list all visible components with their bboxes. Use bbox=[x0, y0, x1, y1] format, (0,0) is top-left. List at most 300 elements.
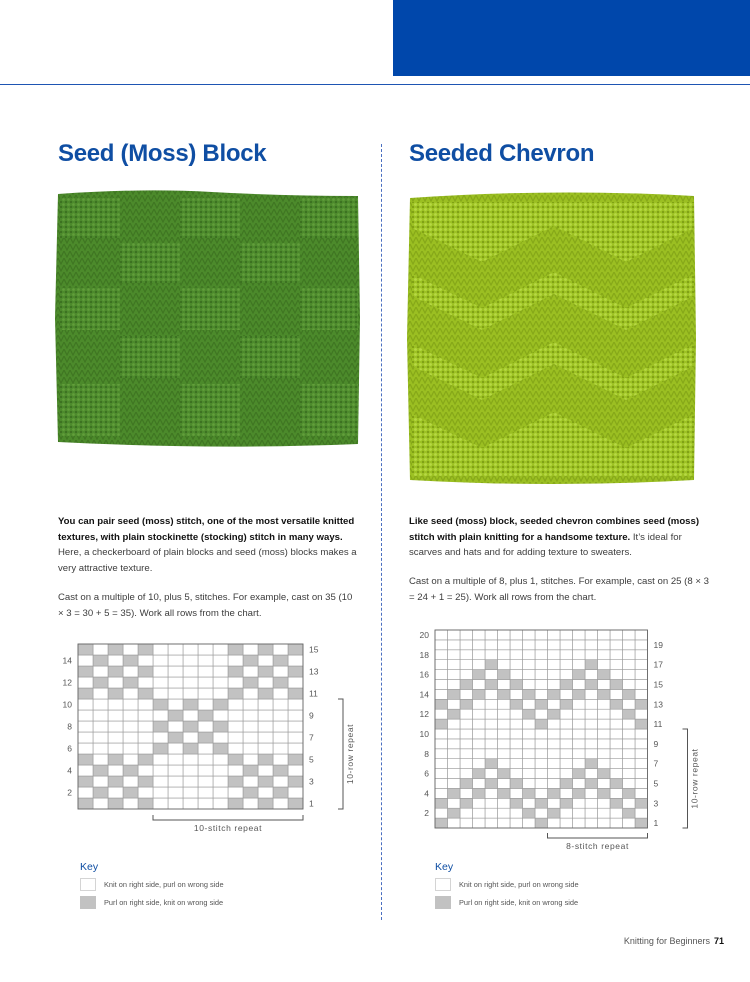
chart-cell-knit bbox=[198, 666, 213, 677]
chart-cell-knit bbox=[510, 689, 523, 699]
chart-cell-purl bbox=[168, 710, 183, 721]
left-key-knit bbox=[80, 877, 224, 891]
chart-cell-purl bbox=[78, 754, 93, 765]
chart-cell-knit bbox=[485, 640, 498, 650]
chart-cell-knit bbox=[123, 732, 138, 743]
chart-cell-knit bbox=[548, 729, 561, 739]
chart-cell-knit bbox=[510, 709, 523, 719]
chart-cell-knit bbox=[573, 739, 586, 749]
row-repeat-bracket bbox=[683, 729, 688, 828]
chart-cell-knit bbox=[535, 630, 548, 640]
chart-cell-knit bbox=[448, 769, 461, 779]
stitch-repeat-bracket bbox=[153, 815, 303, 820]
chart-cell-knit bbox=[535, 759, 548, 769]
chart-cell-knit bbox=[610, 650, 623, 660]
chart-cell-knit bbox=[108, 699, 123, 710]
chart-row-label-left: 12 bbox=[62, 677, 72, 688]
chart-cell-knit bbox=[198, 644, 213, 655]
purl-swatch-icon bbox=[80, 896, 96, 909]
chart-cell-knit bbox=[610, 689, 623, 699]
stitch-repeat-label: 8-stitch repeat bbox=[566, 841, 629, 851]
chart-cell-knit bbox=[138, 710, 153, 721]
chart-cell-purl bbox=[548, 808, 561, 818]
header-rule bbox=[0, 84, 750, 85]
chart-cell-purl bbox=[93, 765, 108, 776]
chart-cell-knit bbox=[560, 739, 573, 749]
chart-cell-knit bbox=[523, 719, 536, 729]
chart-cell-knit bbox=[243, 798, 258, 809]
chart-cell-purl bbox=[213, 721, 228, 732]
chart-cell-knit bbox=[560, 759, 573, 769]
chart-cell-knit bbox=[168, 699, 183, 710]
column-divider bbox=[381, 144, 382, 920]
right-key-purl-label: Purl on right side, knit on wrong side bbox=[459, 897, 579, 907]
chart-cell-knit bbox=[288, 655, 303, 666]
chart-cell-purl bbox=[78, 798, 93, 809]
chart-cell-purl bbox=[258, 644, 273, 655]
chart-cell-purl bbox=[523, 709, 536, 719]
chart-cell-knit bbox=[498, 719, 511, 729]
chart-cell-knit bbox=[473, 798, 486, 808]
chart-cell-knit bbox=[573, 808, 586, 818]
chart-cell-purl bbox=[258, 666, 273, 677]
chart-cell-knit bbox=[598, 729, 611, 739]
chart-cell-knit bbox=[473, 759, 486, 769]
chart-cell-knit bbox=[93, 710, 108, 721]
chart-cell-knit bbox=[183, 688, 198, 699]
chart-cell-knit bbox=[288, 677, 303, 688]
chart-cell-purl bbox=[498, 689, 511, 699]
chart-cell-knit bbox=[548, 818, 561, 828]
chart-cell-knit bbox=[535, 749, 548, 759]
chart-cell-purl bbox=[228, 688, 243, 699]
chart-cell-knit bbox=[523, 779, 536, 789]
chart-cell-knit bbox=[183, 732, 198, 743]
chart-row-label-right: 3 bbox=[309, 776, 314, 787]
chart-cell-knit bbox=[228, 765, 243, 776]
chart-cell-knit bbox=[460, 660, 473, 670]
chart-cell-knit bbox=[623, 699, 636, 709]
chart-cell-knit bbox=[123, 798, 138, 809]
chart-cell-knit bbox=[93, 798, 108, 809]
footer-book-title: Knitting for Beginners bbox=[623, 936, 710, 946]
chart-cell-knit bbox=[198, 776, 213, 787]
chart-cell-purl bbox=[473, 689, 486, 699]
chart-cell-knit bbox=[258, 699, 273, 710]
chart-cell-knit bbox=[473, 709, 486, 719]
chart-cell-knit bbox=[535, 709, 548, 719]
knit-swatch-icon bbox=[435, 878, 451, 891]
chart-cell-knit bbox=[635, 729, 648, 739]
chart-cell-knit bbox=[498, 798, 511, 808]
chart-cell-purl bbox=[93, 787, 108, 798]
chart-cell-knit bbox=[78, 710, 93, 721]
chart-cell-knit bbox=[585, 640, 598, 650]
left-key-purl bbox=[80, 895, 223, 909]
page-number: 71 bbox=[713, 936, 724, 946]
chart-cell-knit bbox=[510, 719, 523, 729]
chart-cell-knit bbox=[460, 719, 473, 729]
chart-cell-knit bbox=[510, 640, 523, 650]
chart-cell-knit bbox=[485, 670, 498, 680]
chart-cell-knit bbox=[168, 666, 183, 677]
chart-cell-knit bbox=[623, 739, 636, 749]
chart-cell-knit bbox=[623, 769, 636, 779]
chart-row-label-right: 9 bbox=[309, 710, 314, 721]
chart-row-label-left: 10 bbox=[62, 699, 72, 710]
chart-cell-knit bbox=[288, 765, 303, 776]
chart-row-label-right: 5 bbox=[653, 778, 659, 789]
chart-cell-knit bbox=[523, 818, 536, 828]
chart-row-label-right: 9 bbox=[653, 738, 659, 749]
chart-cell-purl bbox=[485, 779, 498, 789]
chart-cell-knit bbox=[560, 729, 573, 739]
chart-cell-knit bbox=[623, 749, 636, 759]
chart-cell-purl bbox=[560, 699, 573, 709]
chart-cell-knit bbox=[523, 769, 536, 779]
chart-cell-knit bbox=[635, 640, 648, 650]
chart-cell-knit bbox=[535, 689, 548, 699]
chart-cell-purl bbox=[585, 660, 598, 670]
chart-cell-knit bbox=[243, 776, 258, 787]
chart-cell-knit bbox=[573, 759, 586, 769]
chart-cell-knit bbox=[473, 729, 486, 739]
chart-cell-knit bbox=[585, 769, 598, 779]
chart-cell-knit bbox=[138, 655, 153, 666]
chart-cell-knit bbox=[473, 818, 486, 828]
right-key-knit bbox=[435, 877, 579, 891]
chart-cell-knit bbox=[610, 769, 623, 779]
chart-cell-knit bbox=[258, 765, 273, 776]
chart-cell-knit bbox=[168, 721, 183, 732]
chart-cell-knit bbox=[598, 759, 611, 769]
chart-cell-purl bbox=[448, 709, 461, 719]
chart-cell-knit bbox=[623, 779, 636, 789]
chart-cell-knit bbox=[610, 719, 623, 729]
chart-cell-knit bbox=[273, 798, 288, 809]
chart-cell-knit bbox=[560, 719, 573, 729]
chart-cell-knit bbox=[485, 630, 498, 640]
chart-cell-knit bbox=[623, 640, 636, 650]
stitch-repeat-label: 10-stitch repeat bbox=[193, 823, 263, 833]
chart-cell-purl bbox=[228, 666, 243, 677]
chart-cell-knit bbox=[198, 765, 213, 776]
chart-cell-knit bbox=[288, 787, 303, 798]
chart-cell-knit bbox=[108, 710, 123, 721]
chart-cell-knit bbox=[243, 688, 258, 699]
chart-row-label-left: 2 bbox=[67, 787, 72, 798]
chart-cell-purl bbox=[123, 765, 138, 776]
chart-cell-knit bbox=[153, 710, 168, 721]
chart-cell-purl bbox=[138, 666, 153, 677]
chart-cell-knit bbox=[485, 769, 498, 779]
chart-row-label-right: 15 bbox=[309, 644, 319, 655]
chart-cell-knit bbox=[78, 721, 93, 732]
chart-cell-purl bbox=[108, 754, 123, 765]
chart-cell-knit bbox=[273, 732, 288, 743]
chart-cell-knit bbox=[498, 749, 511, 759]
chart-cell-knit bbox=[183, 644, 198, 655]
chart-cell-knit bbox=[635, 808, 648, 818]
chart-cell-knit bbox=[198, 688, 213, 699]
chart-row-label-right: 19 bbox=[653, 639, 663, 650]
chart-cell-knit bbox=[560, 818, 573, 828]
chart-cell-purl bbox=[258, 776, 273, 787]
chart-cell-knit bbox=[273, 710, 288, 721]
chart-cell-knit bbox=[535, 650, 548, 660]
chart-cell-knit bbox=[123, 776, 138, 787]
chart-cell-knit bbox=[548, 739, 561, 749]
chart-cell-knit bbox=[78, 677, 93, 688]
chart-cell-knit bbox=[635, 680, 648, 690]
chart-cell-knit bbox=[560, 670, 573, 680]
chart-cell-purl bbox=[288, 754, 303, 765]
chart-cell-knit bbox=[573, 798, 586, 808]
chart-cell-knit bbox=[93, 721, 108, 732]
chart-cell-purl bbox=[93, 677, 108, 688]
chart-cell-knit bbox=[485, 719, 498, 729]
chart-cell-knit bbox=[243, 754, 258, 765]
chart-cell-knit bbox=[523, 749, 536, 759]
chart-cell-knit bbox=[510, 808, 523, 818]
chart-cell-knit bbox=[198, 721, 213, 732]
chart-cell-knit bbox=[183, 754, 198, 765]
chart-cell-knit bbox=[168, 688, 183, 699]
chart-cell-purl bbox=[213, 743, 228, 754]
chart-cell-knit bbox=[535, 788, 548, 798]
left-chart-svg bbox=[58, 640, 358, 850]
chart-cell-knit bbox=[435, 779, 448, 789]
chart-cell-knit bbox=[288, 732, 303, 743]
chart-cell-purl bbox=[153, 721, 168, 732]
chart-cell-purl bbox=[288, 644, 303, 655]
chart-cell-knit bbox=[138, 787, 153, 798]
chart-cell-purl bbox=[448, 788, 461, 798]
chart-cell-knit bbox=[598, 719, 611, 729]
chart-cell-knit bbox=[258, 732, 273, 743]
chart-cell-knit bbox=[498, 779, 511, 789]
chart-cell-knit bbox=[228, 787, 243, 798]
chart-cell-knit bbox=[523, 759, 536, 769]
chart-cell-knit bbox=[573, 660, 586, 670]
chart-cell-knit bbox=[523, 670, 536, 680]
chart-cell-knit bbox=[153, 644, 168, 655]
chart-cell-knit bbox=[460, 818, 473, 828]
right-stitch-chart bbox=[412, 628, 712, 858]
chart-cell-purl bbox=[138, 754, 153, 765]
chart-cell-purl bbox=[108, 644, 123, 655]
chart-cell-knit bbox=[153, 787, 168, 798]
chart-cell-knit bbox=[623, 729, 636, 739]
chart-cell-knit bbox=[573, 818, 586, 828]
chart-cell-knit bbox=[535, 739, 548, 749]
chart-cell-knit bbox=[108, 743, 123, 754]
chart-cell-knit bbox=[473, 650, 486, 660]
chart-cell-knit bbox=[560, 749, 573, 759]
chart-cell-knit bbox=[560, 660, 573, 670]
chart-cell-knit bbox=[435, 808, 448, 818]
left-stitch-chart bbox=[58, 640, 358, 850]
chart-cell-knit bbox=[460, 808, 473, 818]
chart-cell-knit bbox=[123, 754, 138, 765]
chart-row-label-left: 10 bbox=[419, 728, 429, 739]
chart-cell-knit bbox=[198, 677, 213, 688]
chart-cell-purl bbox=[473, 769, 486, 779]
chart-cell-knit bbox=[585, 739, 598, 749]
chart-row-label-left: 8 bbox=[424, 748, 429, 759]
chart-cell-purl bbox=[288, 776, 303, 787]
chart-cell-knit bbox=[473, 739, 486, 749]
chart-cell-purl bbox=[258, 798, 273, 809]
chart-cell-knit bbox=[273, 721, 288, 732]
chart-cell-knit bbox=[168, 677, 183, 688]
chart-cell-knit bbox=[548, 719, 561, 729]
chart-cell-knit bbox=[523, 630, 536, 640]
chart-row-label-left: 18 bbox=[419, 649, 429, 660]
chart-cell-purl bbox=[243, 655, 258, 666]
chart-cell-knit bbox=[435, 630, 448, 640]
chart-cell-purl bbox=[585, 759, 598, 769]
chart-row-label-right: 13 bbox=[653, 699, 663, 710]
chart-cell-knit bbox=[213, 787, 228, 798]
chart-cell-purl bbox=[523, 788, 536, 798]
chart-cell-purl bbox=[473, 788, 486, 798]
chart-cell-knit bbox=[448, 660, 461, 670]
chart-cell-knit bbox=[435, 660, 448, 670]
chart-cell-knit bbox=[585, 719, 598, 729]
chart-cell-purl bbox=[535, 798, 548, 808]
chart-cell-purl bbox=[448, 689, 461, 699]
chart-cell-knit bbox=[108, 732, 123, 743]
chart-cell-knit bbox=[460, 689, 473, 699]
chart-cell-knit bbox=[273, 776, 288, 787]
chart-cell-knit bbox=[168, 743, 183, 754]
chart-cell-knit bbox=[535, 729, 548, 739]
chart-cell-purl bbox=[610, 779, 623, 789]
chart-cell-knit bbox=[598, 808, 611, 818]
chart-cell-purl bbox=[535, 699, 548, 709]
chart-cell-purl bbox=[573, 788, 586, 798]
chart-cell-knit bbox=[448, 798, 461, 808]
chart-cell-knit bbox=[78, 743, 93, 754]
chart-cell-knit bbox=[153, 666, 168, 677]
chart-cell-knit bbox=[610, 640, 623, 650]
chart-cell-knit bbox=[598, 798, 611, 808]
chart-cell-knit bbox=[548, 670, 561, 680]
chart-cell-knit bbox=[510, 759, 523, 769]
chart-cell-knit bbox=[560, 650, 573, 660]
chart-cell-knit bbox=[228, 710, 243, 721]
chart-cell-knit bbox=[183, 710, 198, 721]
chart-cell-purl bbox=[635, 719, 648, 729]
chart-cell-knit bbox=[523, 640, 536, 650]
chart-cell-knit bbox=[243, 666, 258, 677]
chart-cell-purl bbox=[183, 721, 198, 732]
chart-cell-knit bbox=[498, 660, 511, 670]
chart-row-label-right: 1 bbox=[653, 818, 659, 829]
chart-cell-knit bbox=[108, 677, 123, 688]
chart-cell-knit bbox=[460, 749, 473, 759]
chart-cell-purl bbox=[598, 788, 611, 798]
chart-cell-purl bbox=[598, 670, 611, 680]
chart-cell-knit bbox=[460, 630, 473, 640]
chart-cell-knit bbox=[213, 688, 228, 699]
chart-cell-knit bbox=[288, 721, 303, 732]
chart-cell-knit bbox=[523, 699, 536, 709]
chart-cell-knit bbox=[535, 779, 548, 789]
chart-cell-knit bbox=[243, 710, 258, 721]
chart-cell-knit bbox=[473, 779, 486, 789]
chart-row-label-right: 11 bbox=[309, 688, 318, 699]
chart-cell-knit bbox=[623, 650, 636, 660]
chart-cell-knit bbox=[610, 818, 623, 828]
page-footer bbox=[624, 936, 724, 946]
chart-cell-knit bbox=[93, 688, 108, 699]
chart-cell-knit bbox=[78, 699, 93, 710]
chart-cell-purl bbox=[435, 699, 448, 709]
chart-cell-knit bbox=[498, 680, 511, 690]
chart-cell-purl bbox=[510, 699, 523, 709]
chart-cell-knit bbox=[78, 655, 93, 666]
chart-cell-knit bbox=[610, 739, 623, 749]
chart-row-label-right: 5 bbox=[309, 754, 314, 765]
chart-cell-knit bbox=[635, 788, 648, 798]
chart-row-label-left: 8 bbox=[67, 721, 72, 732]
chart-cell-knit bbox=[548, 640, 561, 650]
chart-cell-knit bbox=[460, 640, 473, 650]
chart-cell-knit bbox=[168, 798, 183, 809]
chart-cell-purl bbox=[610, 798, 623, 808]
chart-cell-knit bbox=[183, 798, 198, 809]
chart-cell-knit bbox=[93, 699, 108, 710]
chart-cell-knit bbox=[548, 769, 561, 779]
chart-cell-knit bbox=[610, 670, 623, 680]
chart-cell-knit bbox=[435, 680, 448, 690]
chart-cell-knit bbox=[228, 732, 243, 743]
chart-cell-knit bbox=[258, 655, 273, 666]
chart-row-label-left: 6 bbox=[424, 768, 429, 779]
chart-cell-knit bbox=[435, 729, 448, 739]
seed-blocks bbox=[60, 198, 358, 436]
chart-cell-knit bbox=[585, 818, 598, 828]
chart-cell-knit bbox=[93, 644, 108, 655]
chart-cell-purl bbox=[183, 743, 198, 754]
chart-cell-knit bbox=[598, 818, 611, 828]
chart-cell-knit bbox=[138, 743, 153, 754]
chart-cell-knit bbox=[213, 776, 228, 787]
chart-cell-purl bbox=[598, 689, 611, 699]
chart-cell-purl bbox=[183, 699, 198, 710]
chart-cell-knit bbox=[585, 808, 598, 818]
chart-cell-knit bbox=[460, 788, 473, 798]
chart-cell-knit bbox=[598, 660, 611, 670]
chart-cell-purl bbox=[610, 680, 623, 690]
chart-cell-knit bbox=[610, 759, 623, 769]
chart-cell-knit bbox=[485, 739, 498, 749]
chart-cell-knit bbox=[183, 776, 198, 787]
chart-cell-knit bbox=[168, 765, 183, 776]
chart-cell-purl bbox=[138, 776, 153, 787]
chart-row-label-left: 4 bbox=[424, 788, 429, 799]
chart-cell-knit bbox=[560, 630, 573, 640]
chart-cell-knit bbox=[168, 644, 183, 655]
chart-cell-knit bbox=[460, 650, 473, 660]
chart-cell-knit bbox=[123, 721, 138, 732]
chart-cell-knit bbox=[435, 769, 448, 779]
row-repeat-label: 10-row repeat bbox=[689, 748, 700, 809]
chart-cell-knit bbox=[123, 644, 138, 655]
chart-cell-knit bbox=[108, 765, 123, 776]
